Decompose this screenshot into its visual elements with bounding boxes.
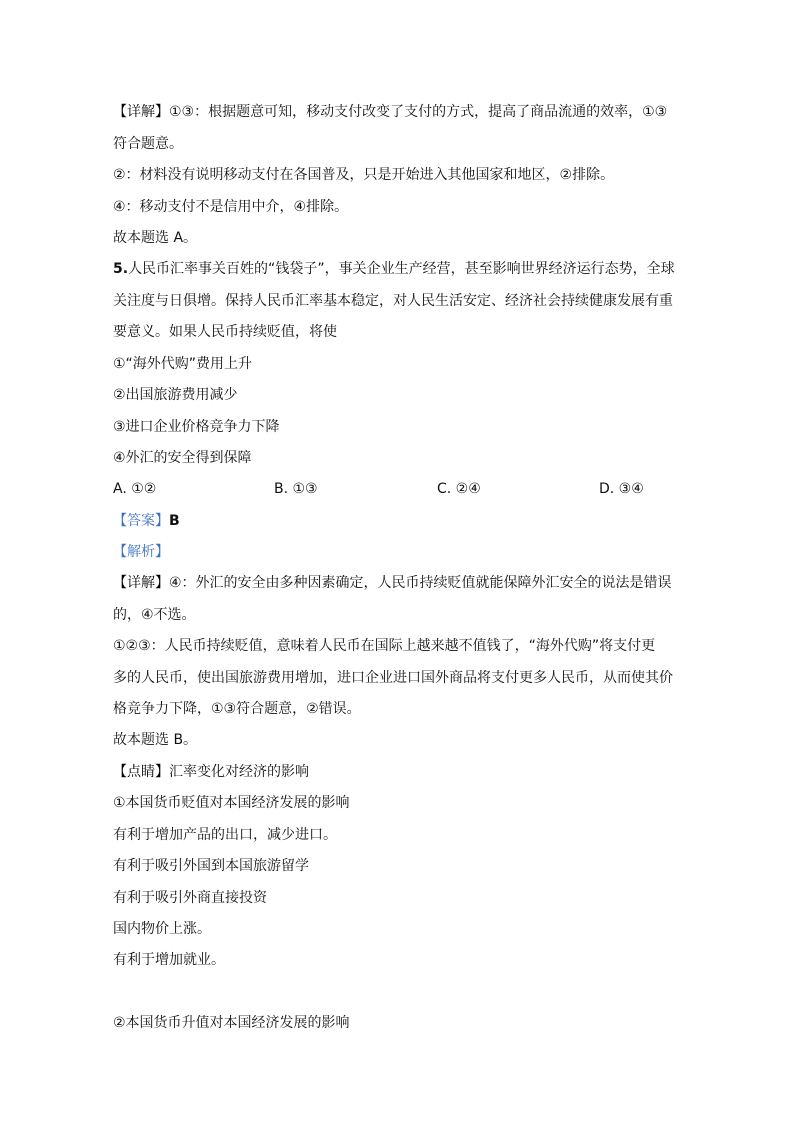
point-tag: 【点睛】 (113, 764, 169, 780)
answer-value: B (169, 513, 180, 529)
detail2-line-5: 格竞争力下降，①③符合题意，②错误。 (113, 701, 361, 717)
detail-text: ①③：根据题意可知，移动支付改变了支付的方式，提高了商品流通的效率，①③ (169, 104, 668, 120)
point-line-1: ①本国货币贬值对本国经济发展的影响 (113, 795, 350, 811)
statement-3: ③进口企业价格竞争力下降 (113, 419, 280, 435)
detail-line-2: 符合题意。 (113, 136, 183, 152)
analysis-tag: 【解析】 (113, 544, 169, 560)
question-5-line-2: 关注度与日俱增。保持人民币汇率基本稳定，对人民生活安定、经济社会持续健康发展有重 (113, 293, 673, 309)
question-stem-text: 人民币汇率事关百姓的“钱袋子”，事关企业生产经营，甚至影响世界经济运行态势，全球 (128, 261, 675, 277)
detail-line-1 (113, 103, 693, 121)
detail2-line-2: 的，④不选。 (113, 607, 196, 623)
point-line-2: 有利于增加产品的出口，减少进口。 (113, 827, 337, 843)
point-line-4: 有利于吸引外商直接投资 (113, 890, 267, 906)
point-title: 汇率变化对经济的影响 (169, 764, 309, 780)
detail2-line-6: 故本题选 B。 (113, 732, 198, 748)
statement-2: ②出国旅游费用减少 (113, 387, 238, 403)
detail2-line-3: ①②③：人民币持续贬值，意味着人民币在国际上越来越不值钱了，“海外代购”将支付更 (113, 638, 656, 654)
detail2-text: ④：外汇的安全由多种因素确定，人民币持续贬值就能保障外汇安全的说法是错误 (169, 575, 672, 591)
analysis-line (113, 543, 693, 561)
detail-line-4: ④：移动支付不是信用中介，④排除。 (113, 199, 349, 215)
point-line-title (113, 763, 693, 781)
detail-line-5: 故本题选 A。 (113, 230, 198, 246)
question-number: 5. (113, 261, 129, 277)
point-line-7: ②本国货币升值对本国经济发展的影响 (113, 1015, 350, 1031)
option-b: B. ①③ (274, 481, 318, 497)
answer-line (113, 512, 693, 530)
detail2-line-4: 多的人民币，使出国旅游费用增加，进口企业进口国外商品将支付更多人民币，从而使其价 (113, 670, 673, 686)
detail-line-3: ②：材料没有说明移动支付在各国普及，只是开始进入其他国家和地区，②排除。 (113, 167, 615, 183)
statement-4: ④外汇的安全得到保障 (113, 450, 252, 466)
answer-tag: 【答案】 (113, 513, 169, 529)
detail2-tag: 【详解】 (113, 575, 169, 591)
option-d: D. ③④ (599, 481, 644, 497)
detail2-line-1 (113, 574, 693, 592)
detail-tag: 【详解】 (113, 104, 169, 120)
question-5-line-3: 要意义。如果人民币持续贬值，将使 (113, 324, 337, 340)
statement-1: ①“海外代购”费用上升 (113, 356, 253, 372)
point-line-5: 国内物价上涨。 (113, 921, 211, 937)
option-a: A. ①② (113, 481, 157, 497)
point-line-3: 有利于吸引外国到本国旅游留学 (113, 858, 309, 874)
point-line-6: 有利于增加就业。 (113, 952, 225, 968)
option-c: C. ②④ (437, 481, 481, 497)
question-5-line-1 (113, 260, 693, 278)
